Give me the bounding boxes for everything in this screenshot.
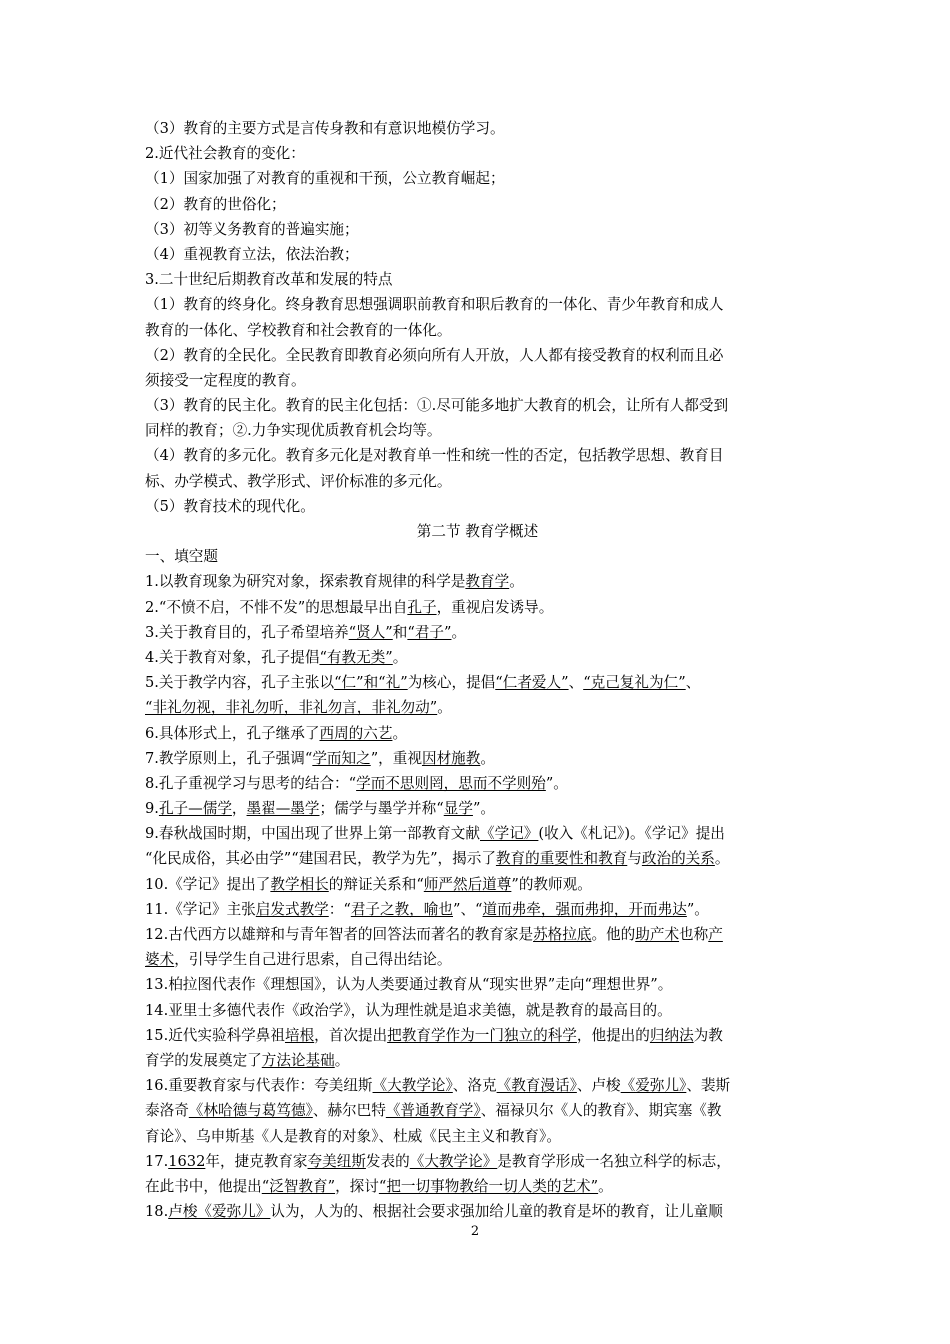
text-line [145,846,810,871]
answer-underlined: 显学 [443,800,473,818]
text-line [145,721,810,746]
text-segment: （5）教育技术的现代化。 [145,497,315,515]
text-segment: 为核心，提倡 [407,674,496,692]
text-segment: 。 [392,724,408,742]
text-segment: 在此书中，他提出 [145,1177,262,1195]
text-line [145,1073,810,1098]
answer-underlined: 夸美纽斯 [307,1152,366,1170]
text-segment: 也称 [679,926,709,943]
answer-underlined: 培根 [284,1026,315,1044]
text-segment: 。 [714,850,730,868]
text-segment: 9. [145,800,159,818]
answer-underlined: 君子之教，喻也 [350,900,453,918]
text-segment: （3）教育的民主化。教育的民主化包括：①.尽可能多地扩大教育的机会，让所有人都受到 [145,397,729,415]
text-segment: 、裴斯 [686,1077,731,1095]
text-segment: 和 [392,623,408,641]
text-segment: ”。 [545,774,568,792]
answer-underlined: 学而不思则罔，思而不学则殆 [356,774,546,792]
answer-underlined: “仁”和“礼” [334,674,408,692]
text-segment: （1）教育的终身化。终身教育思想强调职前教育和职后教育的一体化、青少年教育和成人 [145,296,724,314]
text-line [145,620,810,645]
text-segment: 。 [334,1051,350,1069]
text-segment: 、赫尔巴特 [312,1102,386,1120]
text-segment: 5.关于教学内容，孔子主张以 [145,674,335,692]
answer-underlined: “非礼勿视，非礼勿听，非礼勿言，非礼勿动” [145,699,438,717]
section-heading [145,519,810,544]
text-segment: 6.具体形式上，孔子继承了 [145,724,320,742]
answer-underlined: 《大教学论》 [372,1077,453,1095]
text-segment: 。他的 [591,926,636,943]
answer-underlined: 产 [708,926,723,943]
answer-underlined: “仁者爱人” [495,674,569,692]
text-segment: 10.《学记》提出了 [145,875,271,893]
answer-underlined: 教育学 [465,573,510,591]
text-segment: 2.近代社会教育的变化： [145,145,305,163]
answer-underlined: 孔子 [407,598,437,616]
text-line [145,116,810,141]
text-line [145,771,810,796]
text-segment: 7.教学原则上，孔子强调“ [145,749,313,767]
answer-underlined: “有教无类” [319,648,393,666]
answer-underlined: 道而弗牵，强而弗抑，开而弗达 [482,900,687,918]
answer-underlined: “把一切事物教给一切人类的艺术” [378,1177,599,1195]
text-segment: （3）教育的主要方式是言传身教和有意识地模仿学习。 [145,120,505,137]
text-line [145,947,810,972]
answer-underlined: 教育的重要性和教育 [495,850,628,868]
text-line [145,267,810,292]
text-segment: 16.重要教育家与代表作：夸美纽斯 [145,1077,373,1095]
answer-underlined: 《教育漫话》 [496,1077,577,1095]
answer-underlined: 婆术 [145,951,175,969]
text-segment: 、 [685,674,701,692]
text-line [145,217,810,242]
text-segment: ”的教师观。 [511,875,592,893]
text-segment: 18. [145,1203,169,1221]
text-line [145,645,810,670]
text-segment: 、洛克 [452,1077,497,1095]
text-segment: 与 [627,850,642,868]
answer-underlined: 方法论基础 [261,1051,335,1069]
answer-underlined: “克己复礼为仁” [583,674,686,692]
text-line [145,166,810,191]
answer-underlined: 学而知之 [312,749,371,767]
text-line [145,972,810,997]
text-segment: ，他提出的 [576,1026,650,1044]
answer-underlined: 孔子—儒学 [158,800,232,818]
text-segment: 第二节 教育学概述 [416,523,539,540]
text-segment: ”、“ [453,900,483,918]
answer-underlined: 《林哈德与葛笃德》 [188,1102,313,1120]
document-body [145,116,810,1224]
answer-underlined: 《普通教育学》 [385,1102,481,1120]
text-segment: 17. [145,1152,169,1170]
text-segment: 3.关于教育目的，孔子希望培养 [145,623,349,641]
text-segment: 。 [480,749,495,767]
answer-underlined: “贤人” [348,623,393,641]
text-line [145,670,810,695]
text-segment: ， [231,800,247,818]
text-segment: （4）教育的多元化。教育多元化是对教育单一性和统一性的否定，包括教学思想、教育目 [145,447,724,465]
text-line [145,1048,810,1073]
text-segment: （2）教育的全民化。全民教育即教育必须向所有人开放，人人都有接受教育的权利而且必 [145,346,724,364]
text-segment: 的辩证关系和“ [328,875,424,893]
text-segment: ，重视启发诱导。 [436,598,554,616]
text-line [145,318,810,343]
text-segment: （1）国家加强了对教育的重视和干预，公立教育崛起； [145,170,505,188]
text-segment: 泰洛奇 [145,1102,189,1120]
text-line [145,746,810,771]
text-line [145,1174,810,1199]
text-segment: 9.春秋战国时期，中国出现了世界上第一部教育文献 [145,825,480,843]
text-segment: 为教 [693,1026,723,1044]
text-segment: 12.古代西方以雄辩和与青年智者的回答法而著名的教育家是 [145,926,534,943]
text-segment: 。 [437,699,452,717]
text-line [145,418,810,443]
text-segment: ，引导学生自己进行思索，自己得出结论。 [174,951,452,969]
text-segment: 。 [451,623,467,641]
text-segment: 发表的 [365,1152,410,1170]
answer-underlined: 《大教学论》 [409,1152,498,1170]
text-line [145,141,810,166]
answer-underlined: “泛智教育” [261,1177,336,1195]
answer-underlined: 西周的六艺 [319,724,393,742]
text-segment: 、福禄贝尔《人的教育》、期宾塞《教 [480,1102,722,1120]
page-number: 2 [470,1224,480,1239]
text-segment: 须接受一定程度的教育。 [145,371,306,389]
text-line [145,872,810,897]
text-line [145,1124,810,1149]
text-line [145,292,810,317]
text-line [145,1149,810,1174]
text-segment: 11.《学记》主张 [145,900,256,918]
answer-underlined: 把教育学作为一门独立的科学 [387,1026,577,1044]
text-segment: ”，重视 [370,749,422,767]
answer-underlined: “君子” [407,623,452,641]
text-segment: 一、填空题 [145,548,218,566]
answer-underlined: 《爱弥儿》 [620,1077,687,1095]
text-segment: 2.“不愤不启，不悱不发”的思想最早出自 [145,598,408,616]
answer-underlined: 1632 [168,1152,206,1170]
text-segment: 、 [568,674,584,692]
text-segment: 3.二十世纪后期教育改革和发展的特点 [145,271,393,289]
text-line [145,494,810,519]
text-segment: 认为，人为的、根据社会要求强加给儿童的教育是坏的教育，让儿童顺 [270,1203,723,1221]
text-segment: 。 [598,1177,613,1195]
text-line [145,821,810,846]
text-segment: 标、办学模式、教学形式、评价标准的多元化。 [145,472,452,490]
answer-underlined: 因材施教 [421,749,481,767]
text-segment: 14.亚里士多德代表作《政治学》，认为理性就是追求美德，就是教育的最高目的。 [145,1001,672,1019]
text-line [145,998,810,1023]
text-line [145,595,810,620]
text-segment: 教育的一体化、学校教育和社会教育的一体化。 [145,321,452,339]
text-segment: 15.近代实验科学鼻祖 [145,1026,285,1044]
text-segment: ；儒学与墨学并称“ [319,800,444,818]
text-segment: 。 [392,648,408,666]
answer-underlined: 卢梭《爱弥儿》 [168,1203,271,1221]
text-segment: 1.以教育现象为研究对象，探索教育规律的科学是 [145,573,466,591]
text-line [145,569,810,594]
text-line [145,897,810,922]
text-line [145,1023,810,1048]
text-segment: ”。 [686,900,709,918]
answer-underlined: 《学记》 [480,825,539,843]
text-segment: 年，捷克教育家 [205,1152,308,1170]
answer-underlined: 墨翟—墨学 [246,800,320,818]
text-segment: “化民成俗，其必由学”“建国君民，教学为先”，揭示了 [145,850,496,868]
text-line [145,1199,810,1224]
answer-underlined: 师严然后道尊 [423,875,512,893]
text-line [145,192,810,217]
text-segment: ，首次提出 [314,1026,388,1044]
answer-underlined: 政治的关系 [641,850,715,868]
text-segment: 同样的教育；②.力争实现优质教育机会均等。 [145,422,442,440]
text-line [145,343,810,368]
answer-underlined: 苏格拉底 [533,926,592,943]
text-segment: 育学的发展奠定了 [145,1051,262,1069]
text-segment: ，探讨 [335,1177,379,1195]
text-segment: 是教育学形成一名独立科学的标志， [497,1152,731,1170]
text-segment: 13.柏拉图代表作《理想国》，认为人类要通过教育从“现实世界”走向“理想世界”。 [145,976,673,994]
text-segment: 4.关于教育对象，孔子提倡 [145,648,320,666]
text-segment: （3）初等义务教育的普遍实施； [145,220,359,238]
answer-underlined: 助产术 [635,926,680,943]
text-segment: 。 [509,573,524,591]
text-segment: 8.孔子重视学习与思考的结合：“ [145,774,357,792]
text-segment: 育论》、乌申斯基《人是教育的对象》、杜威《民主主义和教育》。 [145,1127,561,1145]
text-line [145,796,810,821]
text-line [145,544,810,569]
text-line [145,443,810,468]
text-segment: (收入《札记》)。《学记》提出 [538,825,725,843]
text-line [145,922,810,947]
text-segment: ：“ [328,900,351,918]
text-line [145,469,810,494]
text-segment: （4）重视教育立法，依法治教； [145,245,359,263]
text-line [145,368,810,393]
text-segment: （2）教育的世俗化； [145,195,286,213]
answer-underlined: 归纳法 [649,1026,694,1044]
text-line [145,242,810,267]
text-line [145,1098,810,1123]
answer-underlined: 启发式教学 [255,900,329,918]
answer-underlined: 教学相长 [270,875,329,893]
text-segment: 、卢梭 [576,1077,621,1095]
text-line [145,695,810,720]
text-line [145,393,810,418]
text-segment: ”。 [472,800,495,818]
